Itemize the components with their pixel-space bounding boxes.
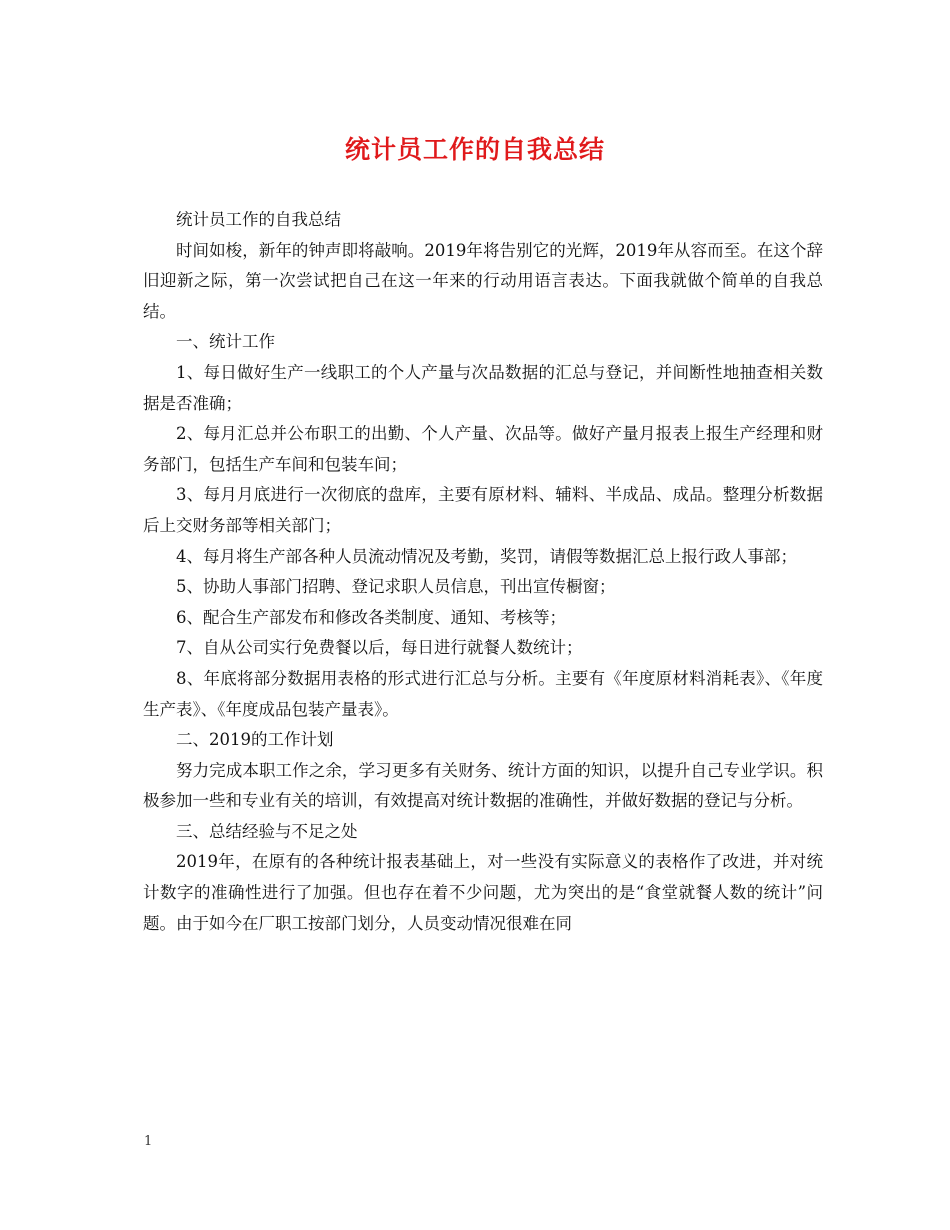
list-item: 5、协助人事部门招聘、登记求职人员信息，刊出宣传橱窗； [176, 577, 616, 597]
section-heading-work-plan: 二、2019的工作计划 [176, 730, 334, 750]
list-item: 7、自从公司实行免费餐以后，每日进行就餐人数统计； [176, 638, 583, 658]
document-body [143, 205, 823, 939]
paragraph-intro: 时间如梭，新年的钟声即将敲响。2019年将告别它的光辉，2019年从容而至。在这个辞旧迎新之际，第一次尝试把自己在这一年来的行动用语言表达。下面我就做个简单的自我总结。 [143, 240, 823, 321]
section-heading-statistics-work: 一、统计工作 [176, 332, 275, 352]
list-item: 3、每月月底进行一次彻底的盘库，主要有原材料、辅料、半成品、成品。整理分析数据后上交财务部等相关部门； [143, 485, 823, 535]
list-item: 2、每月汇总并公布职工的出勤、个人产量、次品等。做好产量月报表上报生产经理和财务部门，包括生产车间和包装车间； [143, 424, 823, 474]
list-item: 1、每日做好生产一线职工的个人产量与次品数据的汇总与登记，并间断性地抽查相关数据是否准确； [143, 362, 823, 413]
paragraph-work-plan: 努力完成本职工作之余，学习更多有关财务、统计方面的知识，以提升自己专业学识。积极参加一些和专业有关的培训，有效提高对统计数据的准确性，并做好数据的登记与分析。 [143, 760, 823, 811]
paragraph-summary: 2019年，在原有的各种统计报表基础上，对一些没有实际意义的表格作了改进，并对统计数字的准确性进行了加强。但也存在着不少问题，尤为突出的是“食堂就餐人数的统计”问题。由于如今在厂职工按部门划分，人员变动情况很难在同 [143, 852, 823, 933]
list-item: 4、每月将生产部各种人员流动情况及考勤，奖罚，请假等数据汇总上报行政人事部； [176, 546, 797, 566]
section-heading-summary: 三、总结经验与不足之处 [176, 821, 358, 841]
list-item: 6、配合生产部发布和修改各类制度、通知、考核等； [176, 607, 566, 627]
paragraph-subtitle: 统计员工作的自我总结 [176, 210, 341, 229]
list-item: 8、年底将部分数据用表格的形式进行汇总与分析。主要有《年度原材料消耗表》、《年度生产表》、《年度成品包装产量表》。 [143, 668, 823, 719]
page-number: 1 [144, 1134, 153, 1149]
document-title: 统计员工作的自我总结 [344, 135, 605, 164]
